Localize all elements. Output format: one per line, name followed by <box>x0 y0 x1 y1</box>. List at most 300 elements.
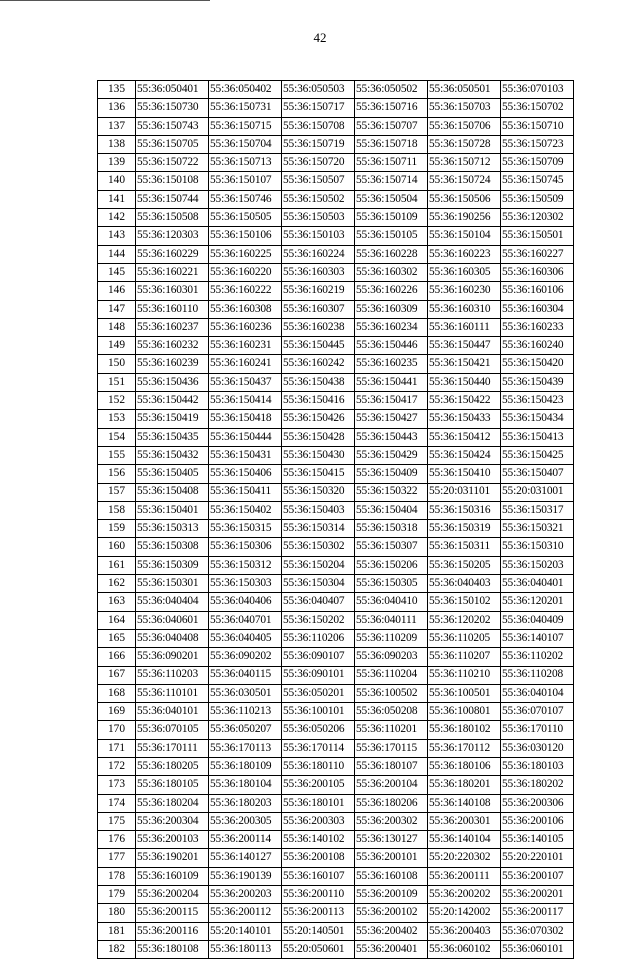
cadastral-number-cell: 55:36:180105 <box>136 776 209 794</box>
cadastral-number-cell: 55:36:150420 <box>501 355 574 373</box>
table-row <box>98 410 574 428</box>
table-row <box>98 575 574 593</box>
cadastral-number-cell: 55:36:180106 <box>428 757 501 775</box>
row-number-cell: 167 <box>98 666 136 684</box>
cadastral-number-cell: 55:36:200114 <box>209 831 282 849</box>
cadastral-number-cell: 55:36:150404 <box>355 501 428 519</box>
cadastral-number-cell: 55:36:160234 <box>355 318 428 336</box>
cadastral-number-cell: 55:36:180110 <box>282 757 355 775</box>
table-row <box>98 465 574 483</box>
table-row <box>98 392 574 410</box>
cadastral-number-cell: 55:36:150318 <box>355 520 428 538</box>
cadastral-number-cell: 55:36:160229 <box>136 245 209 263</box>
cadastral-number-cell: 55:36:170115 <box>355 739 428 757</box>
cadastral-number-cell: 55:36:160224 <box>282 245 355 263</box>
table-row <box>98 721 574 739</box>
cadastral-number-cell: 55:36:200302 <box>355 812 428 830</box>
cadastral-number-cell: 55:36:150106 <box>209 227 282 245</box>
row-number-cell: 169 <box>98 703 136 721</box>
cadastral-number-cell: 55:36:200102 <box>355 904 428 922</box>
cadastral-number-cell: 55:36:160110 <box>136 300 209 318</box>
row-number-cell: 139 <box>98 154 136 172</box>
cadastral-number-cell: 55:36:200117 <box>501 904 574 922</box>
row-number-cell: 142 <box>98 209 136 227</box>
cadastral-number-cell: 55:36:150103 <box>282 227 355 245</box>
cadastral-number-cell: 55:36:200106 <box>501 812 574 830</box>
cadastral-number-cell: 55:36:050208 <box>355 703 428 721</box>
row-number-cell: 151 <box>98 373 136 391</box>
cadastral-number-cell: 55:36:150719 <box>282 135 355 153</box>
cadastral-number-cell: 55:36:100801 <box>428 703 501 721</box>
cadastral-number-cell: 55:36:150439 <box>501 373 574 391</box>
cadastral-number-cell: 55:36:160242 <box>282 355 355 373</box>
cadastral-number-cell: 55:36:170111 <box>136 739 209 757</box>
row-number-cell: 165 <box>98 629 136 647</box>
row-number-cell: 148 <box>98 318 136 336</box>
cadastral-number-cell: 55:36:150442 <box>136 392 209 410</box>
table-row <box>98 739 574 757</box>
cadastral-number-cell: 55:36:150418 <box>209 410 282 428</box>
cadastral-number-cell: 55:36:180109 <box>209 757 282 775</box>
cadastral-number-cell: 55:36:150434 <box>501 410 574 428</box>
cadastral-number-cell: 55:36:150716 <box>355 99 428 117</box>
cadastral-number-cell: 55:36:160107 <box>282 867 355 885</box>
cadastral-number-cell: 55:36:050402 <box>209 81 282 99</box>
cadastral-number-cell: 55:36:150508 <box>136 209 209 227</box>
table-row <box>98 831 574 849</box>
cadastral-number-cell: 55:36:160219 <box>282 282 355 300</box>
cadastral-number-cell: 55:36:150509 <box>501 190 574 208</box>
cadastral-number-cell: 55:36:100501 <box>428 684 501 702</box>
cadastral-number-cell: 55:36:160238 <box>282 318 355 336</box>
cadastral-number-cell: 55:36:150505 <box>209 209 282 227</box>
cadastral-number-cell: 55:36:160222 <box>209 282 282 300</box>
row-number-cell: 181 <box>98 922 136 940</box>
cadastral-number-cell: 55:36:180205 <box>136 757 209 775</box>
cadastral-number-cell: 55:36:200109 <box>355 886 428 904</box>
cadastral-number-cell: 55:36:040401 <box>501 575 574 593</box>
cadastral-number-cell: 55:36:110207 <box>428 648 501 666</box>
row-number-cell: 156 <box>98 465 136 483</box>
cadastral-number-cell: 55:36:110205 <box>428 629 501 647</box>
row-number-cell: 171 <box>98 739 136 757</box>
cadastral-number-cell: 55:36:150419 <box>136 410 209 428</box>
cadastral-number-cell: 55:36:160307 <box>282 300 355 318</box>
cadastral-number-cell: 55:36:140104 <box>428 831 501 849</box>
row-number-cell: 143 <box>98 227 136 245</box>
cadastral-number-cell: 55:36:040701 <box>209 611 282 629</box>
cadastral-number-cell: 55:36:160306 <box>501 263 574 281</box>
cadastral-number-cell: 55:36:150718 <box>355 135 428 153</box>
cadastral-number-cell: 55:36:040601 <box>136 611 209 629</box>
table-row <box>98 117 574 135</box>
cadastral-number-cell: 55:36:050501 <box>428 81 501 99</box>
cadastral-number-cell: 55:36:150402 <box>209 501 282 519</box>
row-number-cell: 149 <box>98 337 136 355</box>
cadastral-number-cell: 55:36:160225 <box>209 245 282 263</box>
cadastral-number-cell: 55:36:160237 <box>136 318 209 336</box>
table-row <box>98 172 574 190</box>
cadastral-number-cell: 55:36:150703 <box>428 99 501 117</box>
table-body <box>98 81 574 959</box>
cadastral-number-cell: 55:36:150711 <box>355 154 428 172</box>
table-row <box>98 556 574 574</box>
cadastral-number-cell: 55:36:200116 <box>136 922 209 940</box>
cadastral-number-cell: 55:36:150401 <box>136 501 209 519</box>
cadastral-number-cell: 55:36:150322 <box>355 483 428 501</box>
cadastral-number-cell: 55:36:150102 <box>428 593 501 611</box>
cadastral-number-cell: 55:36:200304 <box>136 812 209 830</box>
cadastral-number-cell: 55:36:150409 <box>355 465 428 483</box>
cadastral-number-cell: 55:36:110202 <box>501 648 574 666</box>
cadastral-number-cell: 55:36:150203 <box>501 556 574 574</box>
cadastral-number-cell: 55:36:180103 <box>501 757 574 775</box>
cadastral-number-cell: 55:36:150306 <box>209 538 282 556</box>
cadastral-number-cell: 55:36:200111 <box>428 867 501 885</box>
cadastral-number-cell: 55:36:040407 <box>282 593 355 611</box>
cadastral-number-cell: 55:36:150715 <box>209 117 282 135</box>
cadastral-number-cell: 55:36:040115 <box>209 666 282 684</box>
cadastral-number-cell: 55:36:150416 <box>282 392 355 410</box>
cadastral-number-cell: 55:36:150705 <box>136 135 209 153</box>
row-number-cell: 155 <box>98 446 136 464</box>
row-number-cell: 153 <box>98 410 136 428</box>
cadastral-number-cell: 55:36:150447 <box>428 337 501 355</box>
cadastral-number-cell: 55:36:150302 <box>282 538 355 556</box>
row-number-cell: 162 <box>98 575 136 593</box>
cadastral-number-cell: 55:36:110203 <box>136 666 209 684</box>
cadastral-number-cell: 55:36:150428 <box>282 428 355 446</box>
cadastral-number-cell: 55:36:150422 <box>428 392 501 410</box>
cadastral-number-cell: 55:36:040409 <box>501 611 574 629</box>
cadastral-number-cell: 55:36:150731 <box>209 99 282 117</box>
cadastral-number-cell: 55:36:160309 <box>355 300 428 318</box>
cadastral-number-cell: 55:36:150412 <box>428 428 501 446</box>
table-row <box>98 886 574 904</box>
cadastral-number-cell: 55:36:180108 <box>136 940 209 958</box>
cadastral-number-cell: 55:36:150714 <box>355 172 428 190</box>
cadastral-number-cell: 55:36:150320 <box>282 483 355 501</box>
cadastral-number-cell: 55:36:150437 <box>209 373 282 391</box>
cadastral-number-cell: 55:36:120303 <box>136 227 209 245</box>
table-row <box>98 757 574 775</box>
table-row <box>98 300 574 318</box>
cadastral-number-cell: 55:36:150436 <box>136 373 209 391</box>
cadastral-number-cell: 55:36:170110 <box>501 721 574 739</box>
table-row <box>98 940 574 958</box>
cadastral-number-cell: 55:36:050201 <box>282 684 355 702</box>
cadastral-number-cell: 55:36:150301 <box>136 575 209 593</box>
cadastral-number-cell: 55:36:180203 <box>209 794 282 812</box>
cadastral-number-cell: 55:36:050207 <box>209 721 282 739</box>
cadastral-number-cell: 55:36:150443 <box>355 428 428 446</box>
cadastral-number-cell: 55:36:150311 <box>428 538 501 556</box>
row-number-cell: 144 <box>98 245 136 263</box>
cadastral-number-cell: 55:36:150414 <box>209 392 282 410</box>
row-number-cell: 157 <box>98 483 136 501</box>
cadastral-number-cell: 55:36:090101 <box>282 666 355 684</box>
table-row <box>98 227 574 245</box>
table-row <box>98 154 574 172</box>
cadastral-number-cell: 55:36:110204 <box>355 666 428 684</box>
cadastral-number-cell: 55:36:110208 <box>501 666 574 684</box>
cadastral-number-cell: 55:36:200113 <box>282 904 355 922</box>
table-row <box>98 190 574 208</box>
cadastral-number-cell: 55:36:150104 <box>428 227 501 245</box>
cadastral-number-cell: 55:36:110201 <box>355 721 428 739</box>
cadastral-number-cell: 55:36:150504 <box>355 190 428 208</box>
cadastral-number-cell: 55:36:140102 <box>282 831 355 849</box>
table-row <box>98 812 574 830</box>
cadastral-number-cell: 55:36:150309 <box>136 556 209 574</box>
cadastral-number-cell: 55:36:160106 <box>501 282 574 300</box>
cadastral-number-cell: 55:36:150105 <box>355 227 428 245</box>
cadastral-number-cell: 55:36:150702 <box>501 99 574 117</box>
cadastral-number-cell: 55:36:150417 <box>355 392 428 410</box>
cadastral-number-cell: 55:36:150717 <box>282 99 355 117</box>
cadastral-number-cell: 55:36:180201 <box>428 776 501 794</box>
cadastral-number-cell: 55:36:150501 <box>501 227 574 245</box>
cadastral-number-cell: 55:36:090201 <box>136 648 209 666</box>
cadastral-number-cell: 55:36:150109 <box>355 209 428 227</box>
row-number-cell: 174 <box>98 794 136 812</box>
cadastral-number-cell: 55:36:150317 <box>501 501 574 519</box>
row-number-cell: 168 <box>98 684 136 702</box>
table-row <box>98 355 574 373</box>
cadastral-number-cell: 55:36:170113 <box>209 739 282 757</box>
cadastral-number-cell: 55:36:120302 <box>501 209 574 227</box>
cadastral-number-cell: 55:36:120202 <box>428 611 501 629</box>
cadastral-number-cell: 55:36:040111 <box>355 611 428 629</box>
cadastral-number-cell: 55:36:180102 <box>428 721 501 739</box>
cadastral-number-cell: 55:20:220101 <box>501 849 574 867</box>
cadastral-number-cell: 55:36:150405 <box>136 465 209 483</box>
cadastral-number-cell: 55:36:150424 <box>428 446 501 464</box>
cadastral-number-cell: 55:36:160310 <box>428 300 501 318</box>
cadastral-number-cell: 55:36:150723 <box>501 135 574 153</box>
row-number-cell: 182 <box>98 940 136 958</box>
cadastral-number-cell: 55:36:150507 <box>282 172 355 190</box>
cadastral-number-cell: 55:36:040406 <box>209 593 282 611</box>
row-number-cell: 176 <box>98 831 136 849</box>
cadastral-number-cell: 55:36:150429 <box>355 446 428 464</box>
cadastral-number-cell: 55:36:110206 <box>282 629 355 647</box>
cadastral-number-cell: 55:36:150407 <box>501 465 574 483</box>
cadastral-number-cell: 55:36:140105 <box>501 831 574 849</box>
cadastral-number-cell: 55:36:180206 <box>355 794 428 812</box>
cadastral-number-cell: 55:36:200305 <box>209 812 282 830</box>
cadastral-number-cell: 55:36:200301 <box>428 812 501 830</box>
cadastral-number-cell: 55:36:150441 <box>355 373 428 391</box>
table-row <box>98 648 574 666</box>
row-number-cell: 158 <box>98 501 136 519</box>
cadastral-number-cell: 55:36:100502 <box>355 684 428 702</box>
cadastral-number-cell: 55:36:040404 <box>136 593 209 611</box>
cadastral-number-cell: 55:36:030120 <box>501 739 574 757</box>
row-number-cell: 147 <box>98 300 136 318</box>
row-number-cell: 160 <box>98 538 136 556</box>
cadastral-number-cell: 55:36:150444 <box>209 428 282 446</box>
cadastral-number-cell: 55:36:060102 <box>428 940 501 958</box>
cadastral-number-cell: 55:36:180101 <box>282 794 355 812</box>
cadastral-number-cell: 55:36:150204 <box>282 556 355 574</box>
cadastral-number-cell: 55:36:150406 <box>209 465 282 483</box>
cadastral-number-cell: 55:36:200401 <box>355 940 428 958</box>
row-number-cell: 152 <box>98 392 136 410</box>
row-number-cell: 180 <box>98 904 136 922</box>
cadastral-number-cell: 55:36:150307 <box>355 538 428 556</box>
cadastral-number-cell: 55:36:070103 <box>501 81 574 99</box>
cadastral-number-cell: 55:36:160239 <box>136 355 209 373</box>
cadastral-number-cell: 55:36:040408 <box>136 629 209 647</box>
table-row <box>98 922 574 940</box>
table-row <box>98 81 574 99</box>
cadastral-number-cell: 55:36:180107 <box>355 757 428 775</box>
table-row <box>98 776 574 794</box>
cadastral-number-cell: 55:36:160220 <box>209 263 282 281</box>
cadastral-number-cell: 55:36:160240 <box>501 337 574 355</box>
cadastral-number-cell: 55:36:150205 <box>428 556 501 574</box>
cadastral-number-cell: 55:36:150704 <box>209 135 282 153</box>
cadastral-number-cell: 55:36:200104 <box>355 776 428 794</box>
cadastral-number-cell: 55:36:150202 <box>282 611 355 629</box>
cadastral-number-cell: 55:36:150503 <box>282 209 355 227</box>
cadastral-number-cell: 55:36:200103 <box>136 831 209 849</box>
cadastral-number-cell: 55:36:150435 <box>136 428 209 446</box>
cadastral-number-cell: 55:36:120201 <box>501 593 574 611</box>
cadastral-number-cell: 55:36:160111 <box>428 318 501 336</box>
cadastral-number-cell: 55:36:150730 <box>136 99 209 117</box>
cadastral-number-cell: 55:36:200112 <box>209 904 282 922</box>
cadastral-number-cell: 55:36:150305 <box>355 575 428 593</box>
cadastral-number-cell: 55:36:160235 <box>355 355 428 373</box>
cadastral-number-cell: 55:36:150304 <box>282 575 355 593</box>
table-row <box>98 446 574 464</box>
cadastral-number-cell: 55:36:070302 <box>501 922 574 940</box>
cadastral-number-cell: 55:36:110101 <box>136 684 209 702</box>
cadastral-number-cell: 55:20:140101 <box>209 922 282 940</box>
cadastral-number-cell: 55:36:150312 <box>209 556 282 574</box>
page-number: 42 <box>313 30 327 45</box>
table-row <box>98 611 574 629</box>
cadastral-number-cell: 55:36:150728 <box>428 135 501 153</box>
cadastral-number-cell: 55:36:200201 <box>501 886 574 904</box>
cadastral-number-cell: 55:36:150431 <box>209 446 282 464</box>
cadastral-number-cell: 55:36:050502 <box>355 81 428 99</box>
cadastral-number-cell: 55:36:150423 <box>501 392 574 410</box>
table-row <box>98 629 574 647</box>
cadastral-number-cell: 55:36:150708 <box>282 117 355 135</box>
cadastral-number-cell: 55:36:140107 <box>501 629 574 647</box>
cadastral-number-cell: 55:36:160231 <box>209 337 282 355</box>
top-rule <box>0 0 210 1</box>
cadastral-number-cell: 55:36:150745 <box>501 172 574 190</box>
cadastral-number-cell: 55:36:150707 <box>355 117 428 135</box>
cadastral-number-cell: 55:20:050601 <box>282 940 355 958</box>
cadastral-number-cell: 55:36:150743 <box>136 117 209 135</box>
cadastral-number-cell: 55:20:220302 <box>428 849 501 867</box>
table-row <box>98 538 574 556</box>
cadastral-number-cell: 55:36:070107 <box>501 703 574 721</box>
cadastral-number-cell: 55:36:150430 <box>282 446 355 464</box>
cadastral-number-cell: 55:36:160223 <box>428 245 501 263</box>
row-number-cell: 141 <box>98 190 136 208</box>
cadastral-number-cell: 55:36:170114 <box>282 739 355 757</box>
cadastral-number-cell: 55:36:190256 <box>428 209 501 227</box>
row-number-cell: 154 <box>98 428 136 446</box>
cadastral-number-cell: 55:36:090203 <box>355 648 428 666</box>
table-row <box>98 337 574 355</box>
table-row <box>98 318 574 336</box>
cadastral-number-cell: 55:36:140108 <box>428 794 501 812</box>
table-row <box>98 99 574 117</box>
table-row <box>98 373 574 391</box>
row-number-cell: 140 <box>98 172 136 190</box>
row-number-cell: 175 <box>98 812 136 830</box>
cadastral-number-cell: 55:36:150319 <box>428 520 501 538</box>
cadastral-number-cell: 55:36:150445 <box>282 337 355 355</box>
cadastral-number-cell: 55:36:160109 <box>136 867 209 885</box>
table-row <box>98 794 574 812</box>
cadastral-number-cell: 55:36:200108 <box>282 849 355 867</box>
cadastral-number-cell: 55:36:160233 <box>501 318 574 336</box>
cadastral-number-cell: 55:20:142002 <box>428 904 501 922</box>
cadastral-number-cell: 55:36:150724 <box>428 172 501 190</box>
cadastral-number-cell: 55:36:180113 <box>209 940 282 958</box>
table-row <box>98 282 574 300</box>
cadastral-number-cell: 55:36:050401 <box>136 81 209 99</box>
cadastral-number-cell: 55:36:150313 <box>136 520 209 538</box>
cadastral-number-cell: 55:36:040405 <box>209 629 282 647</box>
cadastral-number-cell: 55:36:150415 <box>282 465 355 483</box>
cadastral-number-cell: 55:36:150722 <box>136 154 209 172</box>
cadastral-number-cell: 55:36:160305 <box>428 263 501 281</box>
cadastral-number-cell: 55:36:150506 <box>428 190 501 208</box>
row-number-cell: 164 <box>98 611 136 629</box>
cadastral-number-cell: 55:36:180104 <box>209 776 282 794</box>
cadastral-number-cell: 55:36:200203 <box>209 886 282 904</box>
cadastral-number-cell: 55:36:040410 <box>355 593 428 611</box>
cadastral-number-cell: 55:36:200402 <box>355 922 428 940</box>
cadastral-number-cell: 55:36:160108 <box>355 867 428 885</box>
cadastral-number-cell: 55:36:160302 <box>355 263 428 281</box>
cadastral-number-cell: 55:36:160308 <box>209 300 282 318</box>
cadastral-number-cell: 55:36:110213 <box>209 703 282 721</box>
cadastral-number-cell: 55:36:160241 <box>209 355 282 373</box>
row-number-cell: 166 <box>98 648 136 666</box>
row-number-cell: 150 <box>98 355 136 373</box>
row-number-cell: 179 <box>98 886 136 904</box>
cadastral-number-cell: 55:36:150427 <box>355 410 428 428</box>
row-number-cell: 138 <box>98 135 136 153</box>
cadastral-number-cell: 55:20:031001 <box>501 483 574 501</box>
cadastral-number-cell: 55:36:150411 <box>209 483 282 501</box>
table-row <box>98 501 574 519</box>
cadastral-number-cell: 55:36:150413 <box>501 428 574 446</box>
cadastral-number-cell: 55:36:150108 <box>136 172 209 190</box>
cadastral-number-cell: 55:36:150308 <box>136 538 209 556</box>
row-number-cell: 136 <box>98 99 136 117</box>
cadastral-number-cell: 55:20:031101 <box>428 483 501 501</box>
cadastral-number-cell: 55:36:150433 <box>428 410 501 428</box>
cadastral-number-cell: 55:36:150421 <box>428 355 501 373</box>
cadastral-number-cell: 55:36:150316 <box>428 501 501 519</box>
cadastral-number-cell: 55:36:040403 <box>428 575 501 593</box>
cadastral-number-cell: 55:36:160227 <box>501 245 574 263</box>
cadastral-number-cell: 55:36:200202 <box>428 886 501 904</box>
cadastral-number-cell: 55:36:100101 <box>282 703 355 721</box>
cadastral-number-cell: 55:36:150206 <box>355 556 428 574</box>
